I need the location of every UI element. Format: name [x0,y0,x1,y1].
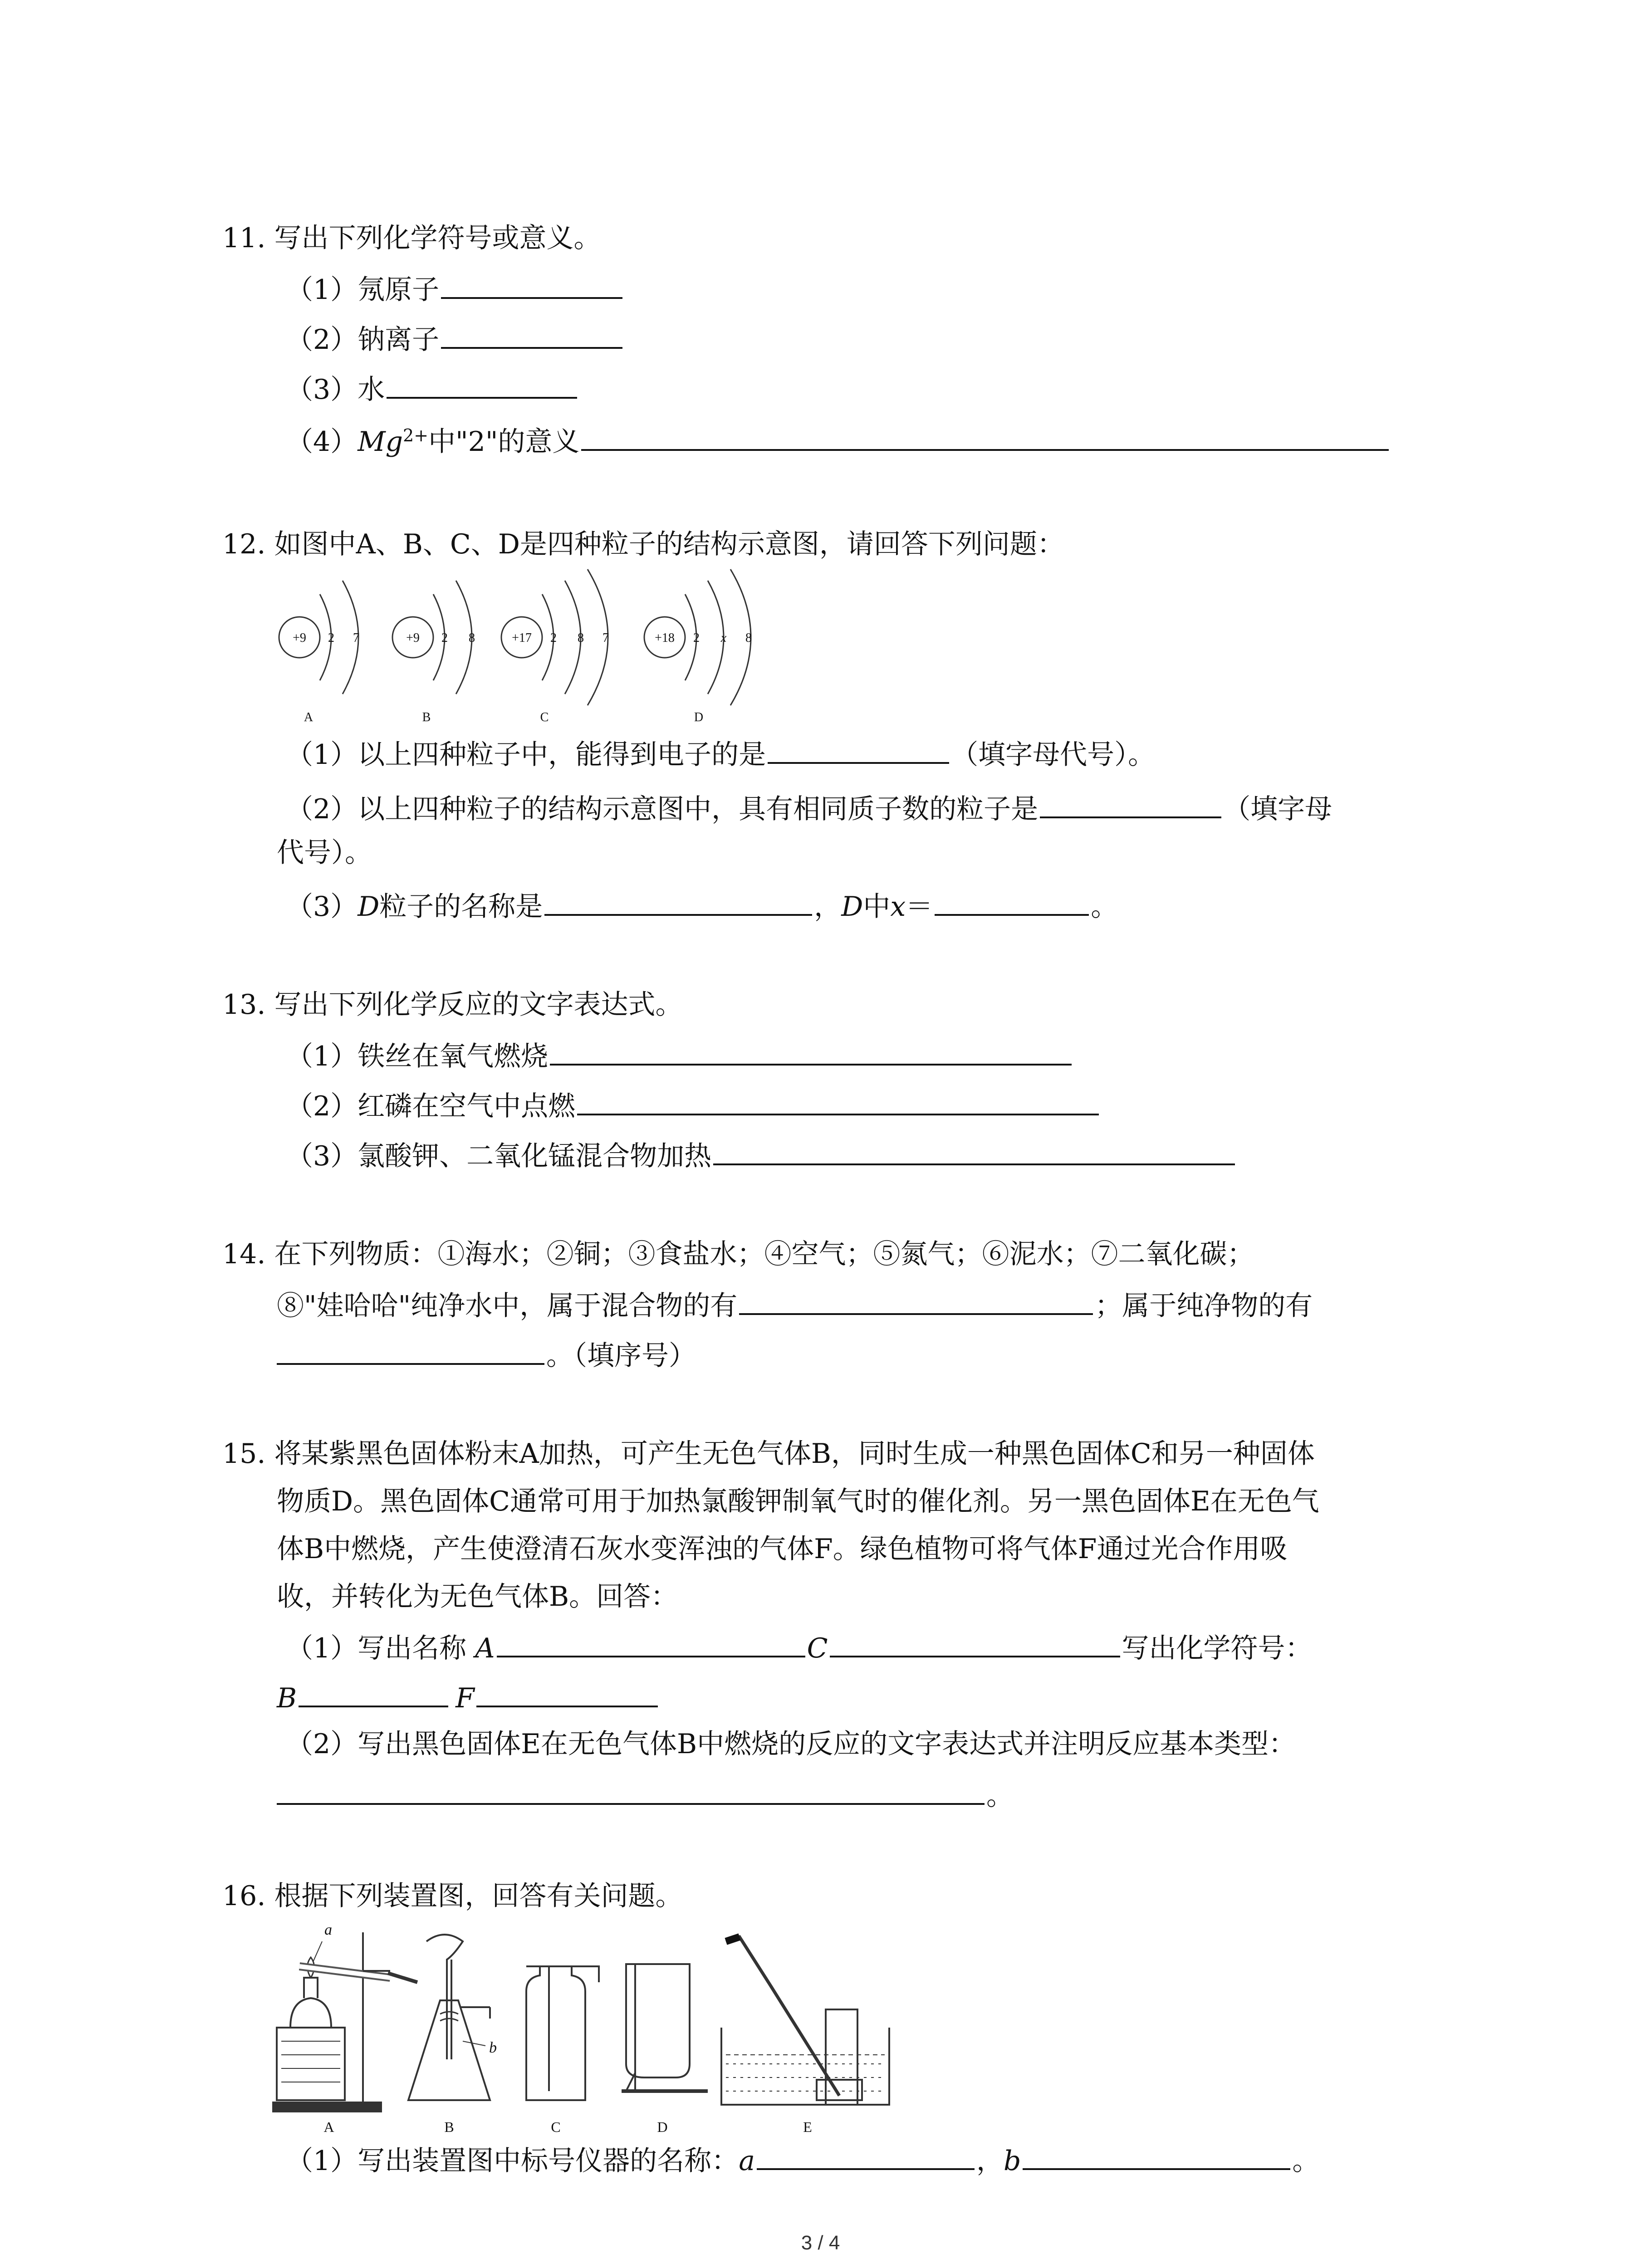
q13-item-1: （1）铁丝在氧气燃烧 [286,1036,1073,1075]
atom-label-a: A [304,710,314,724]
answer-blank[interactable] [299,1678,448,1707]
q14-line-1: 14. 在下列物质：①海水；②铜；③食盐水；④空气；⑤氮气；⑥泥水；⑦二氧化碳； [222,1238,1254,1270]
q15-line-3: 体B中燃烧，产生使澄清石灰水变浑浊的气体F。绿色植物可将气体F通过光合作用吸 [277,1533,1288,1565]
answer-blank[interactable] [713,1136,1235,1165]
answer-blank[interactable] [497,1628,805,1657]
q15-line-6: B F [277,1678,660,1716]
atom-diagram-c [501,569,609,724]
q15-line-7: （2）写出黑色固体E在无色气体B中燃烧的反应的文字表达式并注明反应基本类型： [286,1728,1296,1760]
shell-count: 8 [578,631,584,645]
q14-line-3: 。（填序号） [277,1336,696,1374]
label-mark-b: b [489,2039,497,2056]
shell-count: 2 [328,631,334,645]
q11-title: 11. 写出下列化学符号或意义。 [222,222,601,254]
answer-blank[interactable] [387,370,577,399]
apparatus-label-d: D [657,2119,668,2135]
q11-item-3: （3）水 [286,370,579,408]
atom-diagram-a [279,581,359,724]
answer-blank[interactable] [476,1678,658,1707]
answer-blank[interactable] [441,320,622,349]
nucleus-label: +9 [293,631,306,645]
q16-title: 16. 根据下列装置图，回答有关问题。 [222,1880,683,1912]
q12-sub-1: （1）以上四种粒子中，能得到电子的是 （填字母代号）。 [286,735,1155,773]
shell-count: 2 [441,631,448,645]
q12-sub-2-cont: 代号）。 [277,837,372,869]
answer-blank[interactable] [277,1776,985,1805]
label-mark-a: a [324,1923,332,1938]
answer-blank[interactable] [550,1036,1072,1066]
q13-item-3: （3）氯酸钾、二氧化锰混合物加热 [286,1136,1237,1174]
apparatus-label-c: C [551,2119,561,2135]
atom-label-d: D [694,710,704,724]
atom-diagram-d [644,569,752,724]
answer-blank[interactable] [768,735,949,764]
apparatus-a-heating-setup [272,1932,417,2112]
answer-blank[interactable] [1023,2141,1290,2170]
apparatus-label-b: B [444,2119,454,2135]
apparatus-b-flask-funnel [408,1935,490,2100]
apparatus-label-e: E [803,2119,812,2135]
shell-count: 2 [550,631,557,645]
q15-line-2: 物质D。黑色固体C通常可用于加热氯酸钾制氧气时的催化剂。另一黑色固体E在无色气 [277,1486,1319,1517]
answer-blank[interactable] [935,887,1089,916]
answer-blank[interactable] [277,1336,544,1365]
q13-item-2: （2）红磷在空气中点燃 [286,1086,1101,1124]
apparatus-c-gas-bottle [526,1966,599,2100]
answer-blank[interactable] [544,887,812,916]
answer-blank[interactable] [830,1628,1120,1657]
shell-count: x [720,631,727,645]
q12-title: 12. 如图中A、B、C、D是四种粒子的结构示意图，请回答下列问题： [222,528,1064,560]
atom-label-c: C [540,710,549,724]
atomic-structure-diagrams [263,567,808,735]
q14-line-2: ⑧"娃哈哈"纯净水中，属于混合物的有 ；属于纯净物的有 [277,1286,1313,1324]
shell-count: 8 [469,631,475,645]
nucleus-label: +18 [655,631,675,645]
nucleus-label: +9 [406,631,420,645]
answer-blank[interactable] [441,270,622,299]
q12-sub-3: （3）D粒子的名称是 ，D中x＝ 。 [286,887,1118,925]
nucleus-label: +17 [512,631,532,645]
shell-count: 8 [745,631,752,645]
apparatus-e-water-trough [721,1937,889,2105]
answer-blank[interactable] [1040,789,1221,818]
q15-line-8: 。 [277,1776,1014,1814]
atom-label-b: B [422,710,431,724]
q15-line-5: （1）写出名称 A C 写出化学符号： [286,1628,1313,1667]
q16-sub-1: （1）写出装置图中标号仪器的名称：a ，b 。 [286,2141,1319,2179]
lab-apparatus-figure [272,1923,898,2136]
q11-item-2: （2）钠离子 [286,320,624,358]
q13-title: 13. 写出下列化学反应的文字表达式。 [222,989,683,1021]
q15-line-1: 15. 将某紫黑色固体粉末A加热，可产生无色气体B，同时生成一种黑色固体C和另一种固体 [222,1438,1315,1470]
shell-count: 7 [353,631,359,645]
q15-line-4: 收，并转化为无色气体B。回答： [277,1581,678,1613]
q12-sub-2: （2）以上四种粒子的结构示意图中，具有相同质子数的粒子是 （填字母 [286,789,1332,827]
answer-blank[interactable] [581,422,1389,451]
apparatus-d-inverted-bottle [622,1964,708,2091]
answer-blank[interactable] [739,1286,1093,1315]
q11-item-4: $(4)Mg^{2+}$中"2"的意义 [286,422,1391,460]
q11-item-1: （1）氖原子 [286,270,624,308]
answer-blank[interactable] [577,1086,1099,1115]
apparatus-label-a: A [323,2119,334,2135]
shell-count: 2 [693,631,700,645]
shell-count: 7 [603,631,609,645]
atom-diagram-b [392,581,475,724]
answer-blank[interactable] [757,2141,975,2170]
page-number: 3 / 4 [801,2232,840,2254]
